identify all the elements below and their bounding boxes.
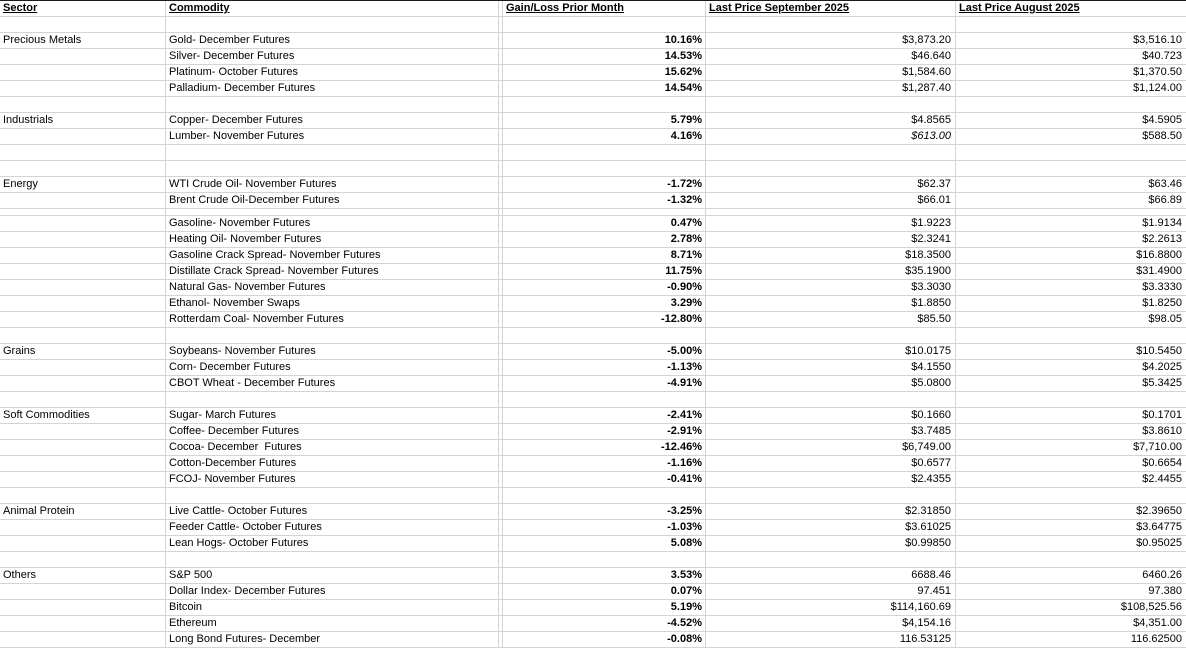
- cell-commodity[interactable]: Gasoline- November Futures: [166, 216, 499, 232]
- cell-price-august[interactable]: [956, 552, 1186, 568]
- cell-sector[interactable]: [0, 193, 166, 209]
- cell-gain-loss[interactable]: [503, 209, 706, 216]
- table-row: [0, 232, 1186, 248]
- cell-gain-loss[interactable]: -12.46%: [503, 440, 706, 456]
- cell-price-september[interactable]: $2.31850: [706, 504, 956, 520]
- cell-price-september[interactable]: $2.4355: [706, 472, 956, 488]
- spacer-row: [0, 209, 1186, 216]
- cell-commodity[interactable]: Distillate Crack Spread- November Futures: [166, 264, 499, 280]
- cell-price-september[interactable]: $613.00: [706, 129, 956, 145]
- cell-gain-loss[interactable]: [503, 97, 706, 113]
- cell-gain-loss[interactable]: 15.62%: [503, 65, 706, 81]
- cell-price-september[interactable]: $62.37: [706, 177, 956, 193]
- cell-gain-loss[interactable]: [503, 488, 706, 504]
- table-row: [0, 248, 1186, 264]
- table-row: [0, 456, 1186, 472]
- cell-price-august[interactable]: $4.5905: [956, 113, 1186, 129]
- cell-gain-loss[interactable]: 0.47%: [503, 216, 706, 232]
- cell-commodity[interactable]: Live Cattle- October Futures: [166, 504, 499, 520]
- cell-sector[interactable]: Precious Metals: [0, 33, 166, 49]
- cell-gain-loss[interactable]: [503, 392, 706, 408]
- cell-price-august[interactable]: $31.4900: [956, 264, 1186, 280]
- cell-price-september[interactable]: [706, 552, 956, 568]
- cell-price-august[interactable]: $98.05: [956, 312, 1186, 328]
- cell-commodity[interactable]: Palladium- December Futures: [166, 81, 499, 97]
- cell-price-september[interactable]: $1,287.40: [706, 81, 956, 97]
- cell-commodity[interactable]: [166, 488, 499, 504]
- cell-sector[interactable]: Soft Commodities: [0, 408, 166, 424]
- cell-sector[interactable]: [0, 632, 166, 648]
- cell-commodity[interactable]: Copper- December Futures: [166, 113, 499, 129]
- cell-price-august[interactable]: [956, 209, 1186, 216]
- cell-sector[interactable]: [0, 424, 166, 440]
- cell-price-september[interactable]: $114,160.69: [706, 600, 956, 616]
- cell-sector[interactable]: [0, 616, 166, 632]
- table-row: [0, 376, 1186, 392]
- header-last-price-august-label: Last Price August 2025: [959, 2, 1080, 14]
- cell-price-august[interactable]: [956, 17, 1186, 33]
- cell-sector[interactable]: Energy: [0, 177, 166, 193]
- cell-sector[interactable]: [0, 232, 166, 248]
- cell-price-september[interactable]: $0.1660: [706, 408, 956, 424]
- cell-commodity[interactable]: Lumber- November Futures: [166, 129, 499, 145]
- cell-gain-loss[interactable]: [503, 552, 706, 568]
- cell-price-september[interactable]: $66.01: [706, 193, 956, 209]
- cell-commodity[interactable]: Cocoa- December Futures: [166, 440, 499, 456]
- cell-commodity[interactable]: Soybeans- November Futures: [166, 344, 499, 360]
- header-last-price-august[interactable]: [956, 1, 1186, 17]
- cell-price-september[interactable]: [706, 392, 956, 408]
- cell-price-september[interactable]: [706, 488, 956, 504]
- table-row: [0, 440, 1186, 456]
- cell-price-august[interactable]: $5.3425: [956, 376, 1186, 392]
- cell-price-august[interactable]: $3.3330: [956, 280, 1186, 296]
- cell-price-august[interactable]: [956, 161, 1186, 177]
- cell-sector[interactable]: [0, 264, 166, 280]
- spacer-row: [0, 328, 1186, 344]
- cell-price-august[interactable]: 116.62500: [956, 632, 1186, 648]
- cell-price-august[interactable]: [956, 392, 1186, 408]
- cell-price-september[interactable]: [706, 17, 956, 33]
- table-row: [0, 360, 1186, 376]
- spacer-row: [0, 145, 1186, 161]
- cell-sector[interactable]: [0, 456, 166, 472]
- cell-price-august[interactable]: [956, 97, 1186, 113]
- cell-gain-loss[interactable]: 14.54%: [503, 81, 706, 97]
- spacer-row: [0, 488, 1186, 504]
- cell-price-august[interactable]: $63.46: [956, 177, 1186, 193]
- table-row: [0, 584, 1186, 600]
- cell-gain-loss[interactable]: 14.53%: [503, 49, 706, 65]
- cell-sector[interactable]: [0, 312, 166, 328]
- cell-gain-loss[interactable]: 3.29%: [503, 296, 706, 312]
- cell-price-september[interactable]: $3.61025: [706, 520, 956, 536]
- table-row: [0, 344, 1186, 360]
- cell-sector[interactable]: [0, 488, 166, 504]
- cell-price-september[interactable]: $3.3030: [706, 280, 956, 296]
- cell-sector[interactable]: [0, 280, 166, 296]
- header-sector-label: Sector: [3, 2, 38, 14]
- cell-price-september[interactable]: 6688.46: [706, 568, 956, 584]
- cell-sector[interactable]: [0, 209, 166, 216]
- cell-price-september[interactable]: [706, 328, 956, 344]
- cell-gain-loss[interactable]: 3.53%: [503, 568, 706, 584]
- table-body: [0, 17, 1186, 648]
- cell-sector[interactable]: [0, 600, 166, 616]
- table-row: [0, 520, 1186, 536]
- cell-price-september[interactable]: $5.0800: [706, 376, 956, 392]
- cell-commodity[interactable]: [166, 392, 499, 408]
- cell-price-september[interactable]: 116.53125: [706, 632, 956, 648]
- cell-sector[interactable]: [0, 145, 166, 161]
- cell-commodity[interactable]: Ethereum: [166, 616, 499, 632]
- cell-gain-loss[interactable]: 10.16%: [503, 33, 706, 49]
- cell-price-september[interactable]: [706, 209, 956, 216]
- cell-gain-loss[interactable]: -0.41%: [503, 472, 706, 488]
- cell-price-august[interactable]: $3.64775: [956, 520, 1186, 536]
- cell-gain-loss[interactable]: [503, 145, 706, 161]
- cell-commodity[interactable]: [166, 145, 499, 161]
- cell-gain-loss[interactable]: -1.03%: [503, 520, 706, 536]
- header-commodity[interactable]: [166, 1, 499, 17]
- cell-price-august[interactable]: $1.8250: [956, 296, 1186, 312]
- cell-commodity[interactable]: Bitcoin: [166, 600, 499, 616]
- cell-commodity[interactable]: [166, 552, 499, 568]
- cell-price-september[interactable]: $10.0175: [706, 344, 956, 360]
- cell-gain-loss[interactable]: [503, 328, 706, 344]
- cell-gain-loss[interactable]: 8.71%: [503, 248, 706, 264]
- cell-sector[interactable]: [0, 65, 166, 81]
- cell-commodity[interactable]: [166, 161, 499, 177]
- cell-price-september[interactable]: $35.1900: [706, 264, 956, 280]
- cell-price-september[interactable]: $1.8850: [706, 296, 956, 312]
- table-row: [0, 600, 1186, 616]
- cell-gain-loss[interactable]: 5.08%: [503, 536, 706, 552]
- cell-commodity[interactable]: Coffee- December Futures: [166, 424, 499, 440]
- cell-commodity[interactable]: Gasoline Crack Spread- November Futures: [166, 248, 499, 264]
- header-row: [0, 1, 1186, 17]
- header-gain-loss[interactable]: [503, 1, 706, 17]
- cell-price-august[interactable]: $16.8800: [956, 248, 1186, 264]
- cell-commodity[interactable]: WTI Crude Oil- November Futures: [166, 177, 499, 193]
- cell-sector[interactable]: [0, 81, 166, 97]
- cell-sector[interactable]: [0, 472, 166, 488]
- header-sector[interactable]: [0, 1, 166, 17]
- cell-price-august[interactable]: $1,124.00: [956, 81, 1186, 97]
- cell-price-august[interactable]: [956, 328, 1186, 344]
- cell-sector[interactable]: [0, 584, 166, 600]
- cell-commodity[interactable]: Brent Crude Oil-December Futures: [166, 193, 499, 209]
- cell-price-august[interactable]: $10.5450: [956, 344, 1186, 360]
- cell-commodity[interactable]: Dollar Index- December Futures: [166, 584, 499, 600]
- cell-sector[interactable]: [0, 97, 166, 113]
- cell-price-september[interactable]: $4,154.16: [706, 616, 956, 632]
- cell-sector[interactable]: [0, 328, 166, 344]
- cell-gain-loss[interactable]: 4.16%: [503, 129, 706, 145]
- cell-price-september[interactable]: $3.7485: [706, 424, 956, 440]
- cell-price-september[interactable]: $6,749.00: [706, 440, 956, 456]
- cell-price-september[interactable]: $3,873.20: [706, 33, 956, 49]
- cell-price-september[interactable]: $4.1550: [706, 360, 956, 376]
- cell-sector[interactable]: [0, 552, 166, 568]
- cell-gain-loss[interactable]: [503, 17, 706, 33]
- cell-commodity[interactable]: Sugar- March Futures: [166, 408, 499, 424]
- table-row: [0, 472, 1186, 488]
- cell-sector[interactable]: Others: [0, 568, 166, 584]
- cell-commodity[interactable]: FCOJ- November Futures: [166, 472, 499, 488]
- table-row: [0, 113, 1186, 129]
- table-row: [0, 280, 1186, 296]
- header-commodity-label: Commodity: [169, 2, 230, 14]
- cell-price-september[interactable]: $2.3241: [706, 232, 956, 248]
- cell-sector[interactable]: [0, 520, 166, 536]
- spacer-row: [0, 97, 1186, 113]
- cell-price-august[interactable]: $4,351.00: [956, 616, 1186, 632]
- cell-price-august[interactable]: $3.8610: [956, 424, 1186, 440]
- table-row: [0, 296, 1186, 312]
- cell-gain-loss[interactable]: -3.25%: [503, 504, 706, 520]
- cell-commodity[interactable]: Cotton-December Futures: [166, 456, 499, 472]
- cell-price-september[interactable]: $0.6577: [706, 456, 956, 472]
- header-last-price-september-label: Last Price September 2025: [709, 2, 850, 14]
- cell-price-august[interactable]: $108,525.56: [956, 600, 1186, 616]
- cell-price-september[interactable]: $18.3500: [706, 248, 956, 264]
- cell-commodity[interactable]: [166, 17, 499, 33]
- cell-commodity[interactable]: Long Bond Futures- December: [166, 632, 499, 648]
- spacer-row: [0, 161, 1186, 177]
- cell-gain-loss[interactable]: -2.91%: [503, 424, 706, 440]
- cell-price-september[interactable]: 97.451: [706, 584, 956, 600]
- cell-sector[interactable]: [0, 248, 166, 264]
- cell-commodity[interactable]: Rotterdam Coal- November Futures: [166, 312, 499, 328]
- cell-commodity[interactable]: Silver- December Futures: [166, 49, 499, 65]
- cell-gain-loss[interactable]: -0.90%: [503, 280, 706, 296]
- cell-price-august[interactable]: $66.89: [956, 193, 1186, 209]
- cell-sector[interactable]: [0, 360, 166, 376]
- cell-price-august[interactable]: 6460.26: [956, 568, 1186, 584]
- table-row: [0, 193, 1186, 209]
- table-row: [0, 264, 1186, 280]
- cell-price-september[interactable]: $0.99850: [706, 536, 956, 552]
- cell-sector[interactable]: Animal Protein: [0, 504, 166, 520]
- cell-price-august[interactable]: $4.2025: [956, 360, 1186, 376]
- cell-price-august[interactable]: $1.9134: [956, 216, 1186, 232]
- cell-price-august[interactable]: [956, 488, 1186, 504]
- cell-price-august[interactable]: $2.2613: [956, 232, 1186, 248]
- table-row: [0, 536, 1186, 552]
- cell-price-september[interactable]: [706, 97, 956, 113]
- table-row: [0, 424, 1186, 440]
- cell-commodity[interactable]: Heating Oil- November Futures: [166, 232, 499, 248]
- table-row: [0, 568, 1186, 584]
- cell-commodity[interactable]: CBOT Wheat - December Futures: [166, 376, 499, 392]
- cell-price-august[interactable]: [956, 145, 1186, 161]
- spacer-row: [0, 17, 1186, 33]
- cell-gain-loss[interactable]: 0.07%: [503, 584, 706, 600]
- cell-sector[interactable]: [0, 392, 166, 408]
- cell-gain-loss[interactable]: -4.52%: [503, 616, 706, 632]
- table-row: [0, 504, 1186, 520]
- cell-price-august[interactable]: $40.723: [956, 49, 1186, 65]
- cell-price-august[interactable]: 97.380: [956, 584, 1186, 600]
- table-row: [0, 616, 1186, 632]
- cell-price-august[interactable]: $3,516.10: [956, 33, 1186, 49]
- cell-sector[interactable]: [0, 440, 166, 456]
- cell-price-august[interactable]: $588.50: [956, 129, 1186, 145]
- cell-gain-loss[interactable]: 5.79%: [503, 113, 706, 129]
- cell-price-august[interactable]: $7,710.00: [956, 440, 1186, 456]
- cell-gain-loss[interactable]: -5.00%: [503, 344, 706, 360]
- cell-sector[interactable]: [0, 129, 166, 145]
- header-gain-loss-label: Gain/Loss Prior Month: [506, 2, 624, 14]
- cell-commodity[interactable]: Feeder Cattle- October Futures: [166, 520, 499, 536]
- cell-price-september[interactable]: [706, 161, 956, 177]
- cell-gain-loss[interactable]: -1.13%: [503, 360, 706, 376]
- spacer-row: [0, 392, 1186, 408]
- cell-price-september[interactable]: $1.9223: [706, 216, 956, 232]
- cell-price-august[interactable]: $1,370.50: [956, 65, 1186, 81]
- cell-price-september[interactable]: $1,584.60: [706, 65, 956, 81]
- cell-price-august[interactable]: $2.4455: [956, 472, 1186, 488]
- cell-price-september[interactable]: [706, 145, 956, 161]
- cell-gain-loss[interactable]: -1.32%: [503, 193, 706, 209]
- cell-commodity[interactable]: Corn- December Futures: [166, 360, 499, 376]
- cell-commodity[interactable]: Lean Hogs- October Futures: [166, 536, 499, 552]
- table-row: [0, 49, 1186, 65]
- cell-sector[interactable]: Industrials: [0, 113, 166, 129]
- cell-gain-loss[interactable]: 5.19%: [503, 600, 706, 616]
- table-row: [0, 632, 1186, 648]
- cell-gain-loss[interactable]: -1.16%: [503, 456, 706, 472]
- table-row: [0, 216, 1186, 232]
- spacer-row: [0, 552, 1186, 568]
- table-row: [0, 65, 1186, 81]
- cell-commodity[interactable]: Gold- December Futures: [166, 33, 499, 49]
- header-last-price-september[interactable]: [706, 1, 956, 17]
- cell-sector[interactable]: Grains: [0, 344, 166, 360]
- cell-gain-loss[interactable]: -0.08%: [503, 632, 706, 648]
- cell-sector[interactable]: [0, 376, 166, 392]
- cell-sector[interactable]: [0, 17, 166, 33]
- cell-sector[interactable]: [0, 536, 166, 552]
- cell-price-september[interactable]: $85.50: [706, 312, 956, 328]
- cell-gain-loss[interactable]: -1.72%: [503, 177, 706, 193]
- cell-sector[interactable]: [0, 161, 166, 177]
- cell-gain-loss[interactable]: -2.41%: [503, 408, 706, 424]
- cell-price-august[interactable]: $0.95025: [956, 536, 1186, 552]
- cell-sector[interactable]: [0, 296, 166, 312]
- cell-sector[interactable]: [0, 216, 166, 232]
- cell-price-september[interactable]: $4.8565: [706, 113, 956, 129]
- table-row: [0, 312, 1186, 328]
- table-row: [0, 408, 1186, 424]
- cell-commodity[interactable]: [166, 209, 499, 216]
- cell-commodity[interactable]: Natural Gas- November Futures: [166, 280, 499, 296]
- cell-gain-loss[interactable]: -12.80%: [503, 312, 706, 328]
- cell-commodity[interactable]: [166, 97, 499, 113]
- cell-gain-loss[interactable]: -4.91%: [503, 376, 706, 392]
- table-row: [0, 33, 1186, 49]
- cell-commodity[interactable]: [166, 328, 499, 344]
- cell-commodity[interactable]: Ethanol- November Swaps: [166, 296, 499, 312]
- table-row: [0, 129, 1186, 145]
- table-row: [0, 81, 1186, 97]
- cell-price-september[interactable]: $46.640: [706, 49, 956, 65]
- cell-price-august[interactable]: $2.39650: [956, 504, 1186, 520]
- table-row: [0, 177, 1186, 193]
- cell-commodity[interactable]: S&P 500: [166, 568, 499, 584]
- cell-sector[interactable]: [0, 49, 166, 65]
- cell-gain-loss[interactable]: 11.75%: [503, 264, 706, 280]
- cell-gain-loss[interactable]: [503, 161, 706, 177]
- cell-gain-loss[interactable]: 2.78%: [503, 232, 706, 248]
- cell-price-august[interactable]: $0.6654: [956, 456, 1186, 472]
- cell-commodity[interactable]: Platinum- October Futures: [166, 65, 499, 81]
- cell-price-august[interactable]: $0.1701: [956, 408, 1186, 424]
